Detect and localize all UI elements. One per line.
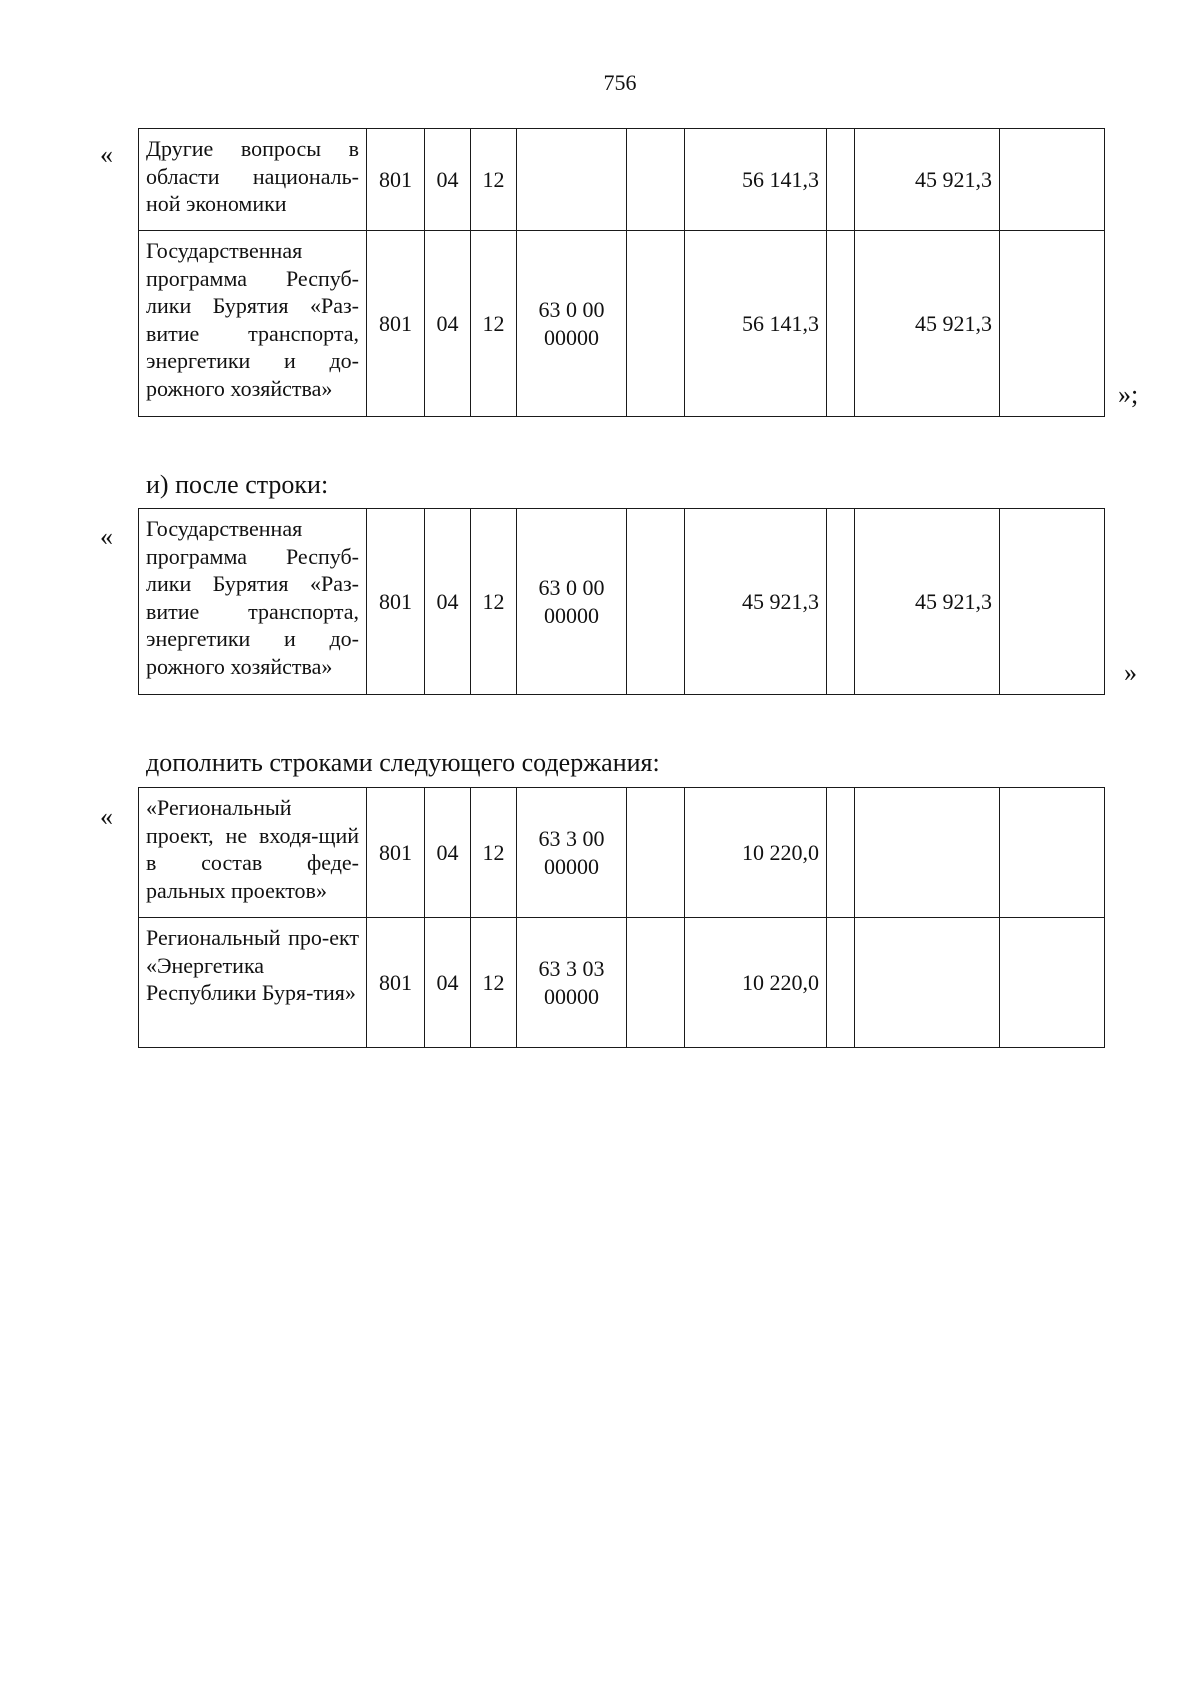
table-row xyxy=(139,129,1105,231)
grbs-cell: 801 xyxy=(367,509,425,695)
empty-cell xyxy=(1000,509,1105,695)
csr-cell: 63 3 00 00000 xyxy=(517,788,627,918)
vr-cell xyxy=(627,129,685,231)
pr-cell: 12 xyxy=(471,918,517,1048)
csr-cell: 63 0 00 00000 xyxy=(517,509,627,695)
empty-cell xyxy=(827,231,855,417)
budget-table-3 xyxy=(138,787,1105,1048)
pr-cell: 12 xyxy=(471,509,517,695)
rz-cell: 04 xyxy=(425,788,471,918)
table-row xyxy=(139,918,1105,1048)
sum2-cell xyxy=(855,788,1000,918)
grbs-cell: 801 xyxy=(367,129,425,231)
empty-cell xyxy=(1000,231,1105,417)
pr-cell: 12 xyxy=(471,129,517,231)
grbs-cell: 801 xyxy=(367,231,425,417)
budget-table-2 xyxy=(138,508,1105,695)
caption-after-row: и) после строки: xyxy=(146,470,329,499)
close-quote-1: »; xyxy=(1118,380,1139,409)
page-number: 756 xyxy=(603,70,637,95)
csr-cell: 63 0 00 00000 xyxy=(517,231,627,417)
sum2-cell xyxy=(855,918,1000,1048)
rz-cell: 04 xyxy=(425,129,471,231)
close-quote-2: » xyxy=(1124,658,1137,687)
empty-cell xyxy=(827,129,855,231)
open-quote-2: « xyxy=(100,522,113,551)
budget-table-1 xyxy=(138,128,1105,417)
pr-cell: 12 xyxy=(471,231,517,417)
row-name: Региональный про-ект «Энергетика Республики Буря-тия» xyxy=(139,918,367,1048)
empty-cell xyxy=(1000,788,1105,918)
empty-cell xyxy=(827,918,855,1048)
vr-cell xyxy=(627,509,685,695)
open-quote-3: « xyxy=(100,802,113,831)
csr-cell: 63 3 03 00000 xyxy=(517,918,627,1048)
rz-cell: 04 xyxy=(425,918,471,1048)
empty-cell xyxy=(827,509,855,695)
rz-cell: 04 xyxy=(425,231,471,417)
sum1-cell: 56 141,3 xyxy=(685,129,827,231)
grbs-cell: 801 xyxy=(367,918,425,1048)
row-name: Другие вопросы в области националь-ной экономики xyxy=(139,129,367,231)
sum2-cell: 45 921,3 xyxy=(855,231,1000,417)
row-name: Государственная программа Респуб-лики Бурятия «Раз-витие транспорта, энергетики и до-рожного хозяйства» xyxy=(139,231,367,417)
sum1-cell: 56 141,3 xyxy=(685,231,827,417)
empty-cell xyxy=(827,788,855,918)
sum1-cell: 10 220,0 xyxy=(685,788,827,918)
open-quote-1: « xyxy=(100,140,113,169)
rz-cell: 04 xyxy=(425,509,471,695)
empty-cell xyxy=(1000,129,1105,231)
sum1-cell: 10 220,0 xyxy=(685,918,827,1048)
vr-cell xyxy=(627,788,685,918)
sum2-cell: 45 921,3 xyxy=(855,509,1000,695)
vr-cell xyxy=(627,918,685,1048)
empty-cell xyxy=(1000,918,1105,1048)
pr-cell: 12 xyxy=(471,788,517,918)
vr-cell xyxy=(627,231,685,417)
grbs-cell: 801 xyxy=(367,788,425,918)
table-row xyxy=(139,231,1105,417)
sum1-cell: 45 921,3 xyxy=(685,509,827,695)
sum2-cell: 45 921,3 xyxy=(855,129,1000,231)
row-name: Государственная программа Респуб-лики Бурятия «Раз-витие транспорта, энергетики и до-рожного хозяйства» xyxy=(139,509,367,695)
table-row xyxy=(139,509,1105,695)
csr-cell xyxy=(517,129,627,231)
row-name: «Региональный проект, не входя-щий в состав феде-ральных проектов» xyxy=(139,788,367,918)
caption-add-rows: дополнить строками следующего содержания: xyxy=(146,748,660,777)
table-row xyxy=(139,788,1105,918)
